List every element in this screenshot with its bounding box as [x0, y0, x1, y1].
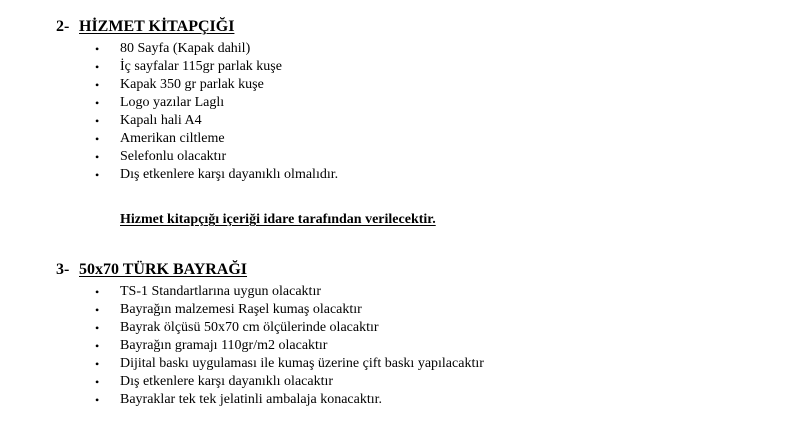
bullet-icon: • — [95, 78, 100, 92]
list-item-text: İç sayfalar 115gr parlak kuşe — [120, 59, 282, 74]
bullet-list — [0, 40, 787, 184]
list-item-text: Logo yazılar Laglı — [120, 95, 225, 110]
bullet-icon: • — [95, 42, 100, 56]
list-item — [0, 301, 787, 319]
list-item-text: Bayrağın gramajı 110gr/m2 olacaktır — [120, 338, 328, 353]
list-item-text: Dijital baskı uygulaması ile kumaş üzerine çift baskı yapılacaktır — [120, 356, 484, 371]
list-item-text: Selefonlu olacaktır — [120, 149, 227, 164]
list-item — [0, 373, 787, 391]
bullet-icon: • — [95, 285, 100, 299]
list-item-text: Kapalı hali A4 — [120, 113, 202, 128]
list-item — [0, 355, 787, 373]
section-turk-bayragi — [0, 261, 787, 409]
list-item — [0, 130, 787, 148]
section-title: HİZMET KİTAPÇIĞI — [79, 18, 235, 35]
section-hizmet-kitapcigi — [0, 18, 787, 227]
section-title: 50x70 TÜRK BAYRAĞI — [79, 261, 248, 278]
section-note: Hizmet kitapçığı içeriği idare tarafından verilecektir. — [120, 212, 436, 227]
list-item-text: Dış etkenlere karşı dayanıklı olacaktır — [120, 374, 334, 389]
bullet-list — [0, 283, 787, 409]
bullet-icon: • — [95, 132, 100, 146]
bullet-icon: • — [95, 357, 100, 371]
list-item — [0, 94, 787, 112]
list-item-text: Kapak 350 gr parlak kuşe — [120, 77, 264, 92]
list-item-text: Dış etkenlere karşı dayanıklı olmalıdır. — [120, 167, 339, 182]
section-heading — [0, 261, 787, 283]
list-item-text: Amerikan ciltleme — [120, 131, 225, 146]
section-number: 2- — [56, 18, 70, 35]
section-number: 3- — [56, 261, 70, 278]
list-item — [0, 112, 787, 130]
list-item — [0, 319, 787, 337]
list-item — [0, 40, 787, 58]
list-item — [0, 166, 787, 184]
list-item-text: TS-1 Standartlarına uygun olacaktır — [120, 284, 321, 299]
bullet-icon: • — [95, 393, 100, 407]
list-item-text: Bayrağın malzemesi Raşel kumaş olacaktır — [120, 302, 362, 317]
section-heading — [0, 18, 787, 40]
bullet-icon: • — [95, 96, 100, 110]
bullet-icon: • — [95, 339, 100, 353]
bullet-icon: • — [95, 321, 100, 335]
list-item — [0, 58, 787, 76]
list-item-text: Bayrak ölçüsü 50x70 cm ölçülerinde olacaktır — [120, 320, 379, 335]
bullet-icon: • — [95, 375, 100, 389]
bullet-icon: • — [95, 303, 100, 317]
bullet-icon: • — [95, 168, 100, 182]
bullet-icon: • — [95, 150, 100, 164]
list-item-text: 80 Sayfa (Kapak dahil) — [120, 41, 251, 56]
list-item — [0, 283, 787, 301]
list-item — [0, 76, 787, 94]
list-item — [0, 337, 787, 355]
list-item-text: Bayraklar tek tek jelatinli ambalaja konacaktır. — [120, 392, 383, 407]
bullet-icon: • — [95, 60, 100, 74]
list-item — [0, 148, 787, 166]
bullet-icon: • — [95, 114, 100, 128]
list-item — [0, 391, 787, 409]
